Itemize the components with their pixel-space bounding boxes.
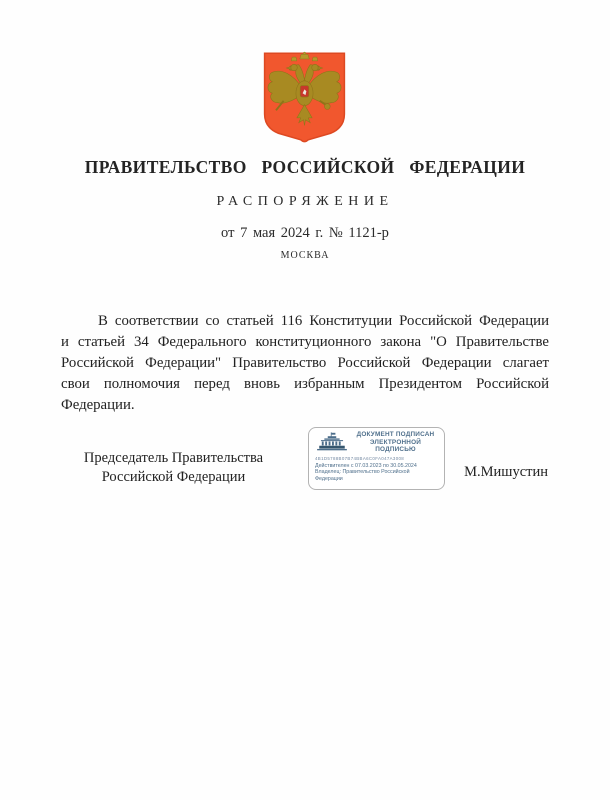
stamp-validity: Действителен с 07.03.2023 по 30.05.2024 xyxy=(315,462,417,469)
stamp-owner-line1: Владелец: Правительство Российской xyxy=(315,469,410,476)
stamp-title-line2: ЭЛЕКТРОННОЙ ПОДПИСЬЮ xyxy=(369,438,422,454)
signature-position xyxy=(56,449,291,487)
document-paragraph: В соответствии со статьей 116 Конституции Российской Федерации и статьей 34 Федерального конституционного закона "О Правительстве Российской Федерации" Правительство Российской Федерации слагает свои полномочия перед вновь избранным Президентом Российской Федерации. xyxy=(61,313,549,413)
stamp-title xyxy=(353,431,438,454)
doc-city: МОСКВА xyxy=(280,250,330,261)
doc-date-number: от 7 мая 2024 г. № 1121-р xyxy=(221,225,389,241)
stamp-certificate-number: 4B1D5788B07B74BBA6C0FA047A3008 xyxy=(315,455,405,461)
russian-coat-of-arms-icon xyxy=(257,51,352,143)
electronic-signature-stamp xyxy=(308,427,445,490)
stamp-owner-line2: Федерации xyxy=(315,475,343,482)
signature-position-line2: Российской Федерации xyxy=(101,469,246,485)
signer-name: М.Мишустин xyxy=(464,464,548,480)
signature-position-line1: Председатель Правительства xyxy=(83,450,264,466)
doc-type-title: РАСПОРЯЖЕНИЕ xyxy=(216,194,394,209)
stamp-title-line1: ДОКУМЕНТ ПОДПИСАН xyxy=(356,431,435,438)
government-building-icon xyxy=(315,432,349,453)
org-title: ПРАВИТЕЛЬСТВО РОССИЙСКОЙ ФЕДЕРАЦИИ xyxy=(84,157,526,177)
